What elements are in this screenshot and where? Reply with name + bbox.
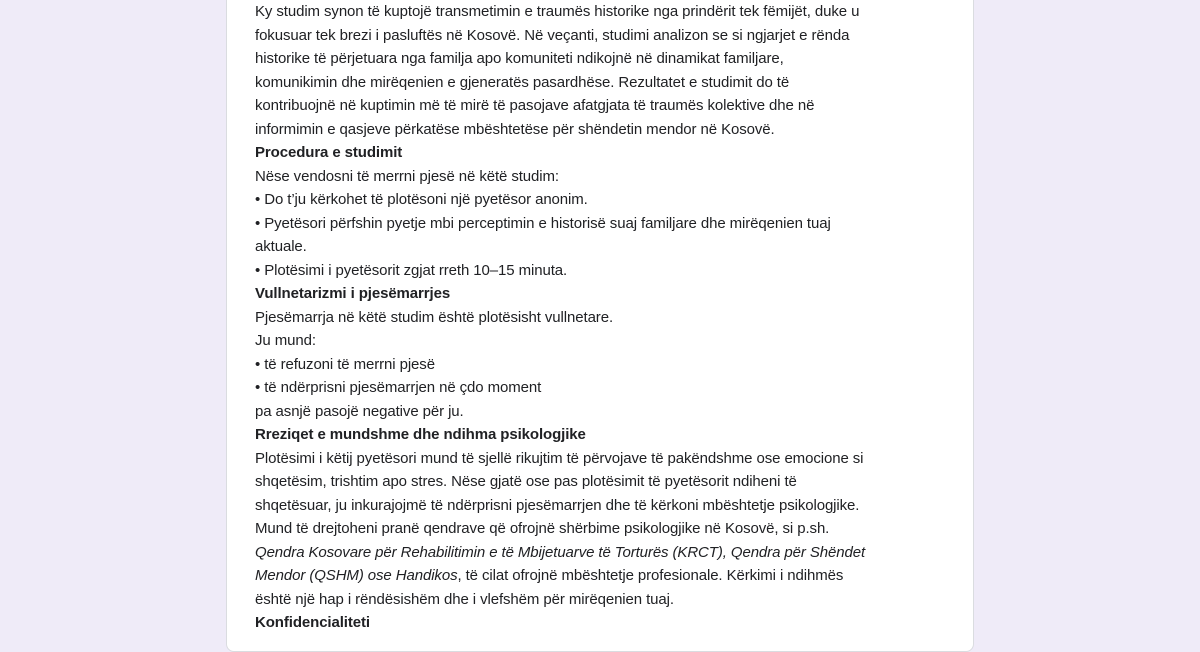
risks-heading: Rreziqet e mundshme dhe ndihma psikologjike (255, 426, 586, 443)
risks-line: shqetësuar, ju inkurajojmë të ndërprisni pjesëmarrjen dhe të kërkoni mbështetje psikologjike. (255, 496, 860, 514)
risks-line: Plotësimi i këtij pyetësori mund të sjellë rikujtim të përvojave të pakëndshme ose emocione si (255, 449, 864, 467)
centers-italic: Mendor (QSHM) ose Handikos (255, 567, 458, 584)
voluntary-line: Pjesëmarrja në këtë studim është plotësisht vullnetare. (255, 308, 614, 326)
intro-line: kontribuojnë në kuptimin më të mirë të pasojave afatgjata të traumës kolektive dhe në (255, 97, 815, 114)
voluntary-heading: Vullnetarizmi i pjesëmarrjes (255, 285, 451, 302)
risks-line: shqetësim, trishtim apo stres. Nëse gjatë ose pas plotësimit të pyetësorit ndiheni të (255, 473, 797, 490)
procedure-line: • Do t’ju kërkohet të plotësoni një pyetësor anonim. (255, 191, 588, 208)
voluntary-line: • të ndërprisni pjesëmarrjen në çdo moment (255, 379, 542, 396)
voluntary-line: Ju mund: (255, 332, 316, 349)
intro-line: historike të përjetuara nga familja apo komuniteti ndikojnë në dinamikat familjare, (255, 50, 784, 67)
centers-italic: Qendra Kosovare për Rehabilitimin e të Mbijetuarve të Torturës (KRCT), Qendra për Shëndet (255, 543, 866, 561)
risks-line (255, 564, 955, 588)
procedure-line: • Plotësimi i pyetësorit zgjat rreth 10–15 minuta. (255, 261, 568, 279)
risks-line: Mund të drejtoheni pranë qendrave që ofrojnë shërbime psikologjike në Kosovë, si p.sh. (255, 520, 830, 537)
voluntary-line: • të refuzoni të merrni pjesë (255, 355, 435, 373)
intro-line: Ky studim synon të kuptojë transmetimin e traumës historike nga prindërit tek fëmijët, duke u (255, 3, 860, 20)
intro-line: informimin e qasjeve përkatëse mbështetëse për shëndetin mendor në Kosovë. (255, 120, 775, 138)
intro-line: komunikimin dhe mirëqenien e gjeneratës pasardhëse. Rezultatet e studimit do të (255, 73, 790, 91)
procedure-heading: Procedura e studimit (255, 144, 403, 161)
form-description (255, 0, 955, 635)
procedure-line: • Pyetësori përfshin pyetje mbi perceptimin e historisë suaj familjare dhe mirëqenien tuaj (255, 214, 831, 232)
confidentiality-heading: Konfidencialiteti (255, 614, 370, 631)
procedure-line: Nëse vendosni të merrni pjesë në këtë studim: (255, 167, 559, 185)
procedure-line: aktuale. (255, 238, 307, 255)
risks-text: , të cilat ofrojnë mbështetje profesionale. Kërkimi i ndihmës (457, 567, 844, 584)
intro-line: fokusuar tek brezi i pasluftës në Kosovë. Në veçanti, studimi analizon se si ngjarjet e rënda (255, 26, 850, 44)
risks-line: është një hap i rëndësishëm dhe i vlefshëm për mirëqenien tuaj. (255, 590, 674, 608)
risks-line (255, 541, 955, 565)
voluntary-line: pa asnjë pasojë negative për ju. (255, 402, 464, 420)
